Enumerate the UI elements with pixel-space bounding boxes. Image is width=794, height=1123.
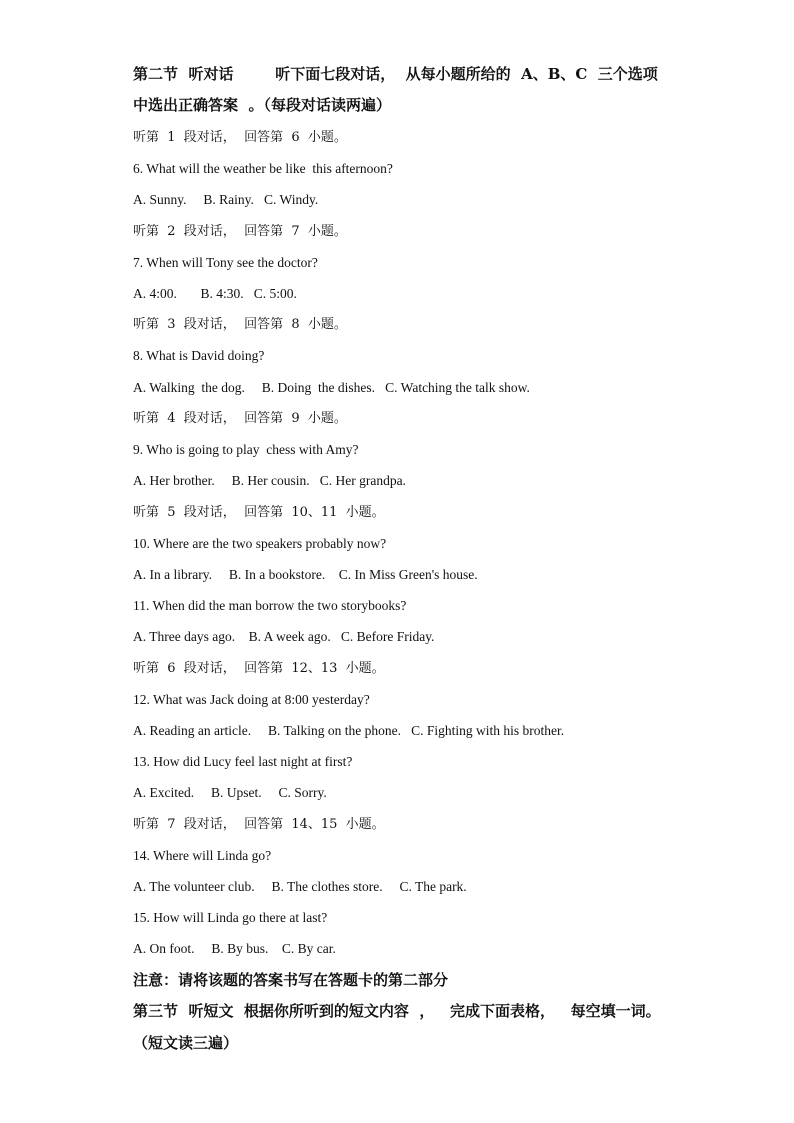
dialogue-instruction-4: 听第 4 段对话， 回答第 9 小题。	[133, 411, 347, 426]
answer-sheet-note: 注意：请将该题的答案书写在答题卡的第二部分	[133, 971, 449, 989]
dialogue-instruction-3: 听第 3 段对话， 回答第 8 小题。	[133, 317, 347, 332]
question-6: 6. What will the weather be like this afternoon?	[133, 161, 393, 176]
question-15: 15. How will Linda go there at last?	[133, 910, 328, 925]
section3-title-line1: 第三节 听短文 根据你所听到的短文内容 ， 完成下面表格， 每空填一词。	[133, 1002, 661, 1020]
dialogue-instruction-1: 听第 1 段对话， 回答第 6 小题。	[133, 130, 347, 145]
question-12: 12. What was Jack doing at 8:00 yesterday?	[133, 692, 370, 707]
options-15: A. On foot. B. By bus. C. By car.	[133, 941, 336, 956]
section3-title-line2: （短文读三遍）	[133, 1034, 239, 1052]
options-12: A. Reading an article. B. Talking on the phone. C. Fighting with his brother.	[133, 723, 565, 738]
options-8: A. Walking the dog. B. Doing the dishes. C. Watching the talk show.	[133, 380, 530, 395]
options-10: A. In a library. B. In a bookstore. C. In Miss Green's house.	[133, 567, 478, 582]
dialogue-instruction-7: 听第 7 段对话， 回答第 14、15 小题。	[133, 817, 385, 832]
question-10: 10. Where are the two speakers probably now?	[133, 536, 387, 551]
section2-title-line1: 第二节 听对话 听下面七段对话， 从每小题所给的 A、B、C 三个选项	[133, 65, 658, 83]
options-11: A. Three days ago. B. A week ago. C. Before Friday.	[133, 629, 435, 644]
options-9: A. Her brother. B. Her cousin. C. Her grandpa.	[133, 473, 406, 488]
options-7: A. 4:00. B. 4:30. C. 5:00.	[133, 286, 297, 301]
options-13: A. Excited. B. Upset. C. Sorry.	[133, 785, 327, 800]
options-14: A. The volunteer club. B. The clothes store. C. The park.	[133, 879, 467, 894]
question-8: 8. What is David doing?	[133, 348, 265, 363]
dialogue-instruction-5: 听第 5 段对话， 回答第 10、11 小题。	[133, 505, 385, 520]
section2-title-line2: 中选出正确答案 。（每段对话读两遍）	[133, 96, 391, 114]
question-9: 9. Who is going to play chess with Amy?	[133, 442, 359, 457]
dialogue-instruction-2: 听第 2 段对话， 回答第 7 小题。	[133, 224, 347, 239]
dialogue-instruction-6: 听第 6 段对话， 回答第 12、13 小题。	[133, 661, 385, 676]
question-13: 13. How did Lucy feel last night at first?	[133, 754, 353, 769]
question-14: 14. Where will Linda go?	[133, 848, 272, 863]
options-6: A. Sunny. B. Rainy. C. Windy.	[133, 192, 319, 207]
question-7: 7. When will Tony see the doctor?	[133, 255, 318, 270]
question-11: 11. When did the man borrow the two storybooks?	[133, 598, 407, 613]
